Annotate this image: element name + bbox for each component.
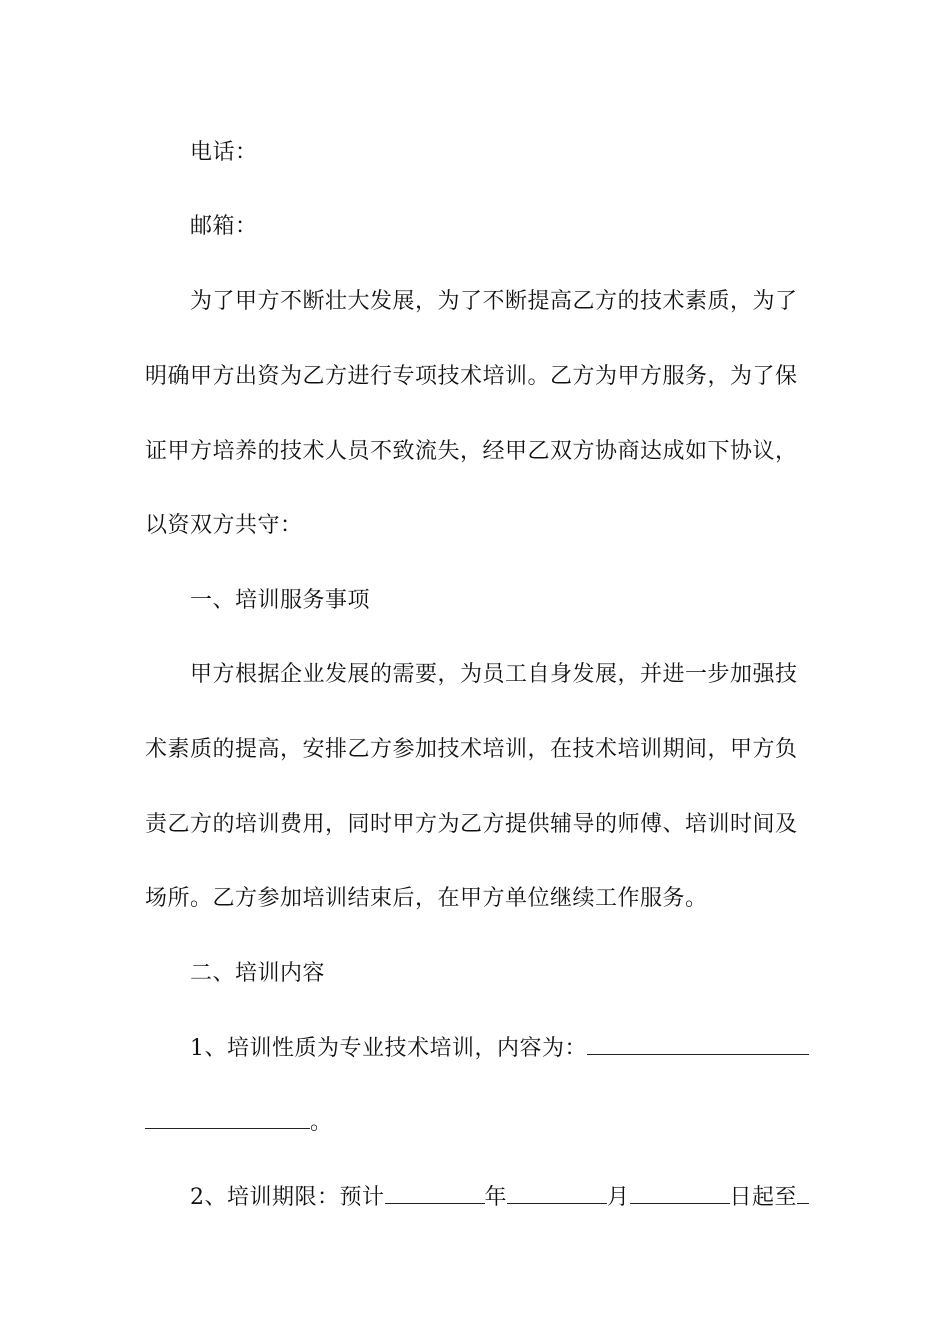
start-month-blank[interactable]	[507, 1183, 607, 1204]
intro-line-4: 以资双方共守：	[145, 513, 303, 538]
section-1-line-2: 术素质的提高，安排乙方参加技术培训，在技术培训期间，甲方负	[145, 737, 798, 762]
section-2-heading: 二、培训内容	[190, 961, 326, 986]
email-label: 邮箱：	[190, 214, 258, 239]
section-1-line-3: 责乙方的培训费用，同时甲方为乙方提供辅导的师傅、培训时间及	[145, 812, 798, 837]
training-content-continuation	[145, 1108, 815, 1138]
training-content-text: 1、培训性质为专业技术培训，内容为：	[190, 1036, 587, 1061]
training-period-line	[190, 1183, 815, 1213]
end-date-blank[interactable]	[797, 1183, 809, 1204]
training-content-end: 。	[310, 1110, 333, 1135]
training-content-blank-2[interactable]	[145, 1108, 310, 1129]
section-1-line-4: 场所。乙方参加培训结束后，在甲方单位继续工作服务。	[145, 886, 708, 911]
year-label: 年	[484, 1185, 508, 1210]
training-content-blank[interactable]	[587, 1034, 809, 1055]
intro-line-1: 为了甲方不断壮大发展，为了不断提高乙方的技术素质，为了	[190, 289, 798, 314]
intro-line-3: 证甲方培养的技术人员不致流失，经甲乙双方协商达成如下协议，	[145, 439, 798, 464]
training-period-prefix: 2、培训期限：预计	[190, 1185, 385, 1210]
section-1-heading: 一、培训服务事项	[190, 588, 371, 613]
intro-line-2: 明确甲方出资为乙方进行专项技术培训。乙方为甲方服务，为了保	[145, 364, 798, 389]
start-year-blank[interactable]	[385, 1183, 485, 1204]
month-label: 月	[607, 1185, 630, 1210]
start-day-blank[interactable]	[630, 1183, 730, 1204]
training-content-line	[190, 1034, 815, 1064]
section-1-line-1: 甲方根据企业发展的需要，为员工自身发展，并进一步加强技	[190, 662, 798, 687]
day-label: 日起至	[729, 1185, 798, 1210]
phone-label: 电话：	[190, 140, 258, 165]
